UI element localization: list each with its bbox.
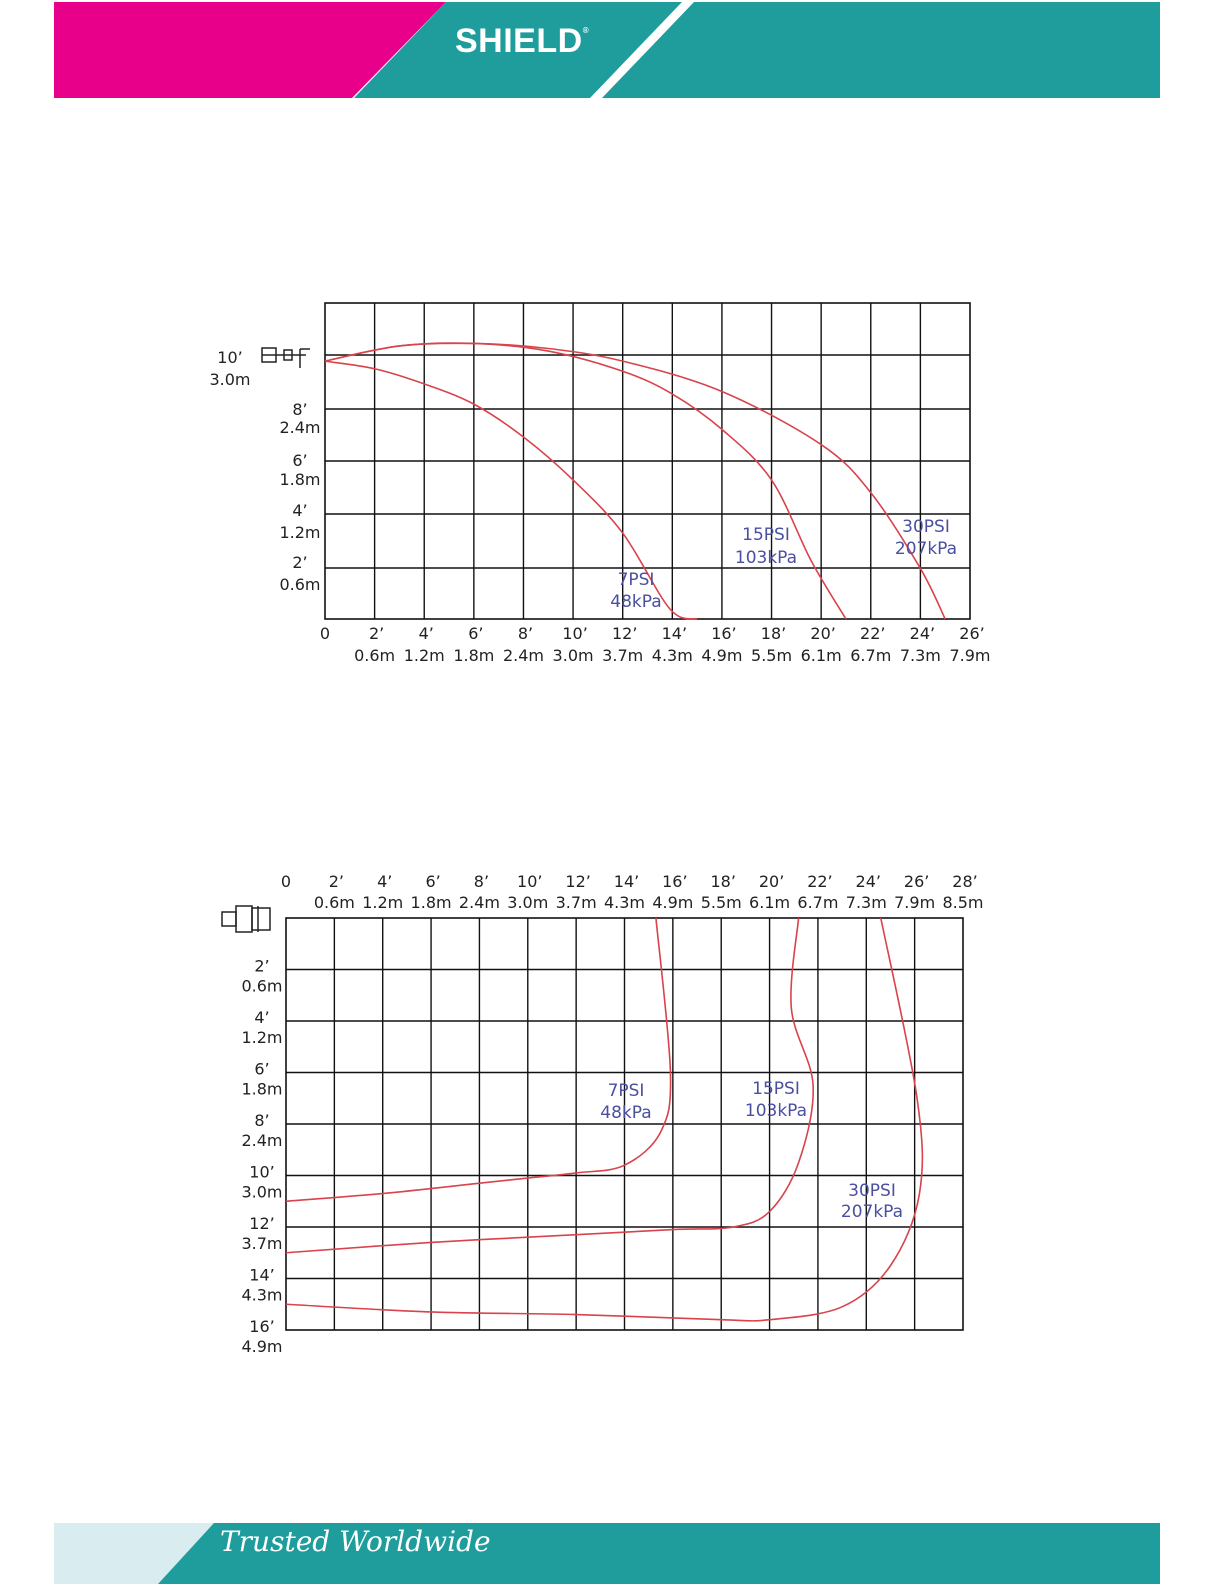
series-label-kpa: 207kPa: [840, 1202, 904, 1222]
x-tick-label-ft: 6’: [468, 624, 484, 643]
x-tick-label-ft: 18’: [760, 624, 787, 643]
registered-mark: ®: [582, 26, 590, 35]
x-tick-label-ft: 14’: [661, 624, 688, 643]
x-tick-label-m: 5.5m: [751, 646, 793, 665]
y-tick-label-ft: 8’: [292, 400, 308, 419]
y-tick-label-ft: 6’: [292, 451, 308, 470]
x-tick-label-ft: 8’: [473, 872, 490, 891]
x-tick-label-m: 1.8m: [410, 893, 452, 912]
x-tick-label-ft: 22’: [807, 872, 833, 891]
x-tick-label-ft: 6’: [425, 872, 441, 891]
x-tick-label-m: 6.1m: [749, 893, 791, 912]
x-tick-label-m: 7.9m: [949, 646, 991, 665]
y-tick-label-m: 2.4m: [241, 1131, 283, 1150]
x-tick-label-ft: 2’: [328, 872, 344, 891]
footer-tagline: Trusted Worldwide: [220, 1525, 491, 1558]
x-tick-label-m: 3.0m: [507, 893, 549, 912]
x-tick-label-ft: 10’: [562, 624, 588, 643]
y-tick-label-ft: 4’: [254, 1008, 270, 1027]
y-tick-label-m: 0.6m: [279, 575, 321, 594]
series-line-15psi: [286, 918, 813, 1253]
y-tick-label-ft: 14’: [249, 1265, 275, 1285]
x-tick-label-ft: 16’: [662, 872, 688, 891]
y-tick-label-m: 4.9m: [241, 1337, 283, 1356]
x-tick-label-ft: 10’: [517, 872, 543, 891]
x-tick-label-ft: 24’: [909, 624, 936, 643]
y-tick-label-ft: 4’: [292, 501, 308, 520]
x-tick-label-ft: 18’: [710, 872, 736, 891]
y-tick-label-m: 3.7m: [241, 1234, 283, 1253]
y-tick-label-ft: 12’: [249, 1214, 275, 1233]
x-tick-label-ft: 24’: [855, 872, 882, 891]
series-line-7psi: [286, 918, 671, 1201]
y-tick-label-ft: 10’: [217, 348, 243, 367]
y-tick-label-ft: 8’: [254, 1111, 270, 1130]
x-tick-label-m: 6.7m: [797, 893, 839, 912]
y-tick-label-ft: 10’: [249, 1162, 275, 1182]
x-tick-label-m: 1.2m: [403, 646, 445, 665]
x-tick-label-ft: 26’: [959, 624, 985, 643]
series-label-kpa: 207kPa: [894, 539, 958, 559]
x-tick-label-m: 6.7m: [850, 646, 892, 665]
x-tick-label-m: 5.5m: [700, 893, 742, 912]
series-label-kpa: 48kPa: [600, 1103, 652, 1123]
series-label-psi: 30PSI: [848, 1181, 896, 1201]
series-label-kpa: 103kPa: [744, 1101, 808, 1121]
y-tick-label-m: 2.4m: [279, 418, 321, 437]
x-tick-label-m: 3.7m: [602, 646, 644, 665]
x-tick-label-m: 7.9m: [894, 893, 936, 912]
y-tick-label-m: 4.3m: [241, 1285, 283, 1305]
x-tick-label-ft: 26’: [903, 872, 930, 891]
x-tick-label-m: 2.4m: [502, 646, 544, 665]
y-tick-label-ft: 2’: [254, 956, 270, 976]
x-tick-label-ft: 16’: [711, 624, 737, 643]
series-label-kpa: 48kPa: [610, 592, 662, 612]
x-tick-label-m: 4.3m: [651, 646, 693, 665]
x-tick-label-m: 7.3m: [845, 893, 887, 912]
x-tick-label-m: 4.9m: [652, 893, 694, 912]
y-tick-label-m: 3.0m: [241, 1182, 283, 1202]
x-tick-label-ft: 12’: [565, 872, 591, 891]
x-tick-label-m: 6.1m: [800, 646, 842, 665]
x-tick-label-ft: 12’: [611, 624, 638, 643]
x-tick-label-ft: 4’: [418, 624, 434, 643]
x-tick-label-m: 2.4m: [458, 893, 500, 912]
y-tick-label-m: 1.8m: [241, 1079, 283, 1099]
brand-name: SHIELD: [455, 22, 583, 60]
nozzle-top-icon: [222, 906, 270, 932]
x-tick-label-m: 1.8m: [453, 646, 495, 665]
x-tick-label-ft: 22’: [860, 624, 886, 643]
x-tick-label-ft: 0: [319, 624, 331, 643]
y-tick-label-m: 1.8m: [279, 470, 321, 489]
x-tick-label-m: 4.3m: [603, 893, 646, 912]
y-tick-label-ft: 2’: [292, 553, 308, 572]
x-tick-label-m: 0.6m: [354, 646, 396, 665]
x-tick-label-m: 3.7m: [555, 893, 597, 912]
x-tick-label-m: 7.3m: [899, 646, 941, 665]
series-label-psi: 30PSI: [902, 517, 950, 537]
x-tick-label-ft: 2’: [368, 624, 385, 643]
series-label-psi: 15PSI: [752, 1079, 800, 1099]
y-tick-label-m: 1.2m: [279, 523, 321, 542]
y-tick-label-m: 3.0m: [209, 370, 251, 389]
x-tick-label-ft: 20’: [810, 624, 836, 643]
x-tick-label-m: 0.6m: [313, 893, 355, 912]
y-tick-label-ft: 16’: [249, 1317, 275, 1336]
series-label-psi: 15PSI: [742, 525, 790, 545]
series-label-psi: 7PSI: [617, 570, 655, 590]
x-tick-label-ft: 20’: [758, 872, 785, 891]
x-tick-label-m: 3.0m: [552, 646, 594, 665]
x-tick-label-ft: 4’: [377, 872, 393, 891]
y-tick-label-m: 1.2m: [241, 1028, 283, 1047]
x-tick-label-m: 8.5m: [942, 893, 984, 912]
x-tick-label-ft: 28’: [952, 872, 978, 891]
series-label-kpa: 103kPa: [734, 548, 798, 568]
x-tick-label-ft: 14’: [613, 872, 640, 891]
y-tick-label-ft: 6’: [254, 1059, 270, 1079]
x-tick-label-m: 4.9m: [701, 646, 743, 665]
y-tick-label-m: 0.6m: [241, 976, 283, 996]
x-tick-label-ft: 0: [280, 872, 292, 891]
series-label-psi: 7PSI: [607, 1081, 645, 1101]
x-tick-label-ft: 8’: [517, 624, 534, 643]
x-tick-label-m: 1.2m: [362, 893, 404, 912]
